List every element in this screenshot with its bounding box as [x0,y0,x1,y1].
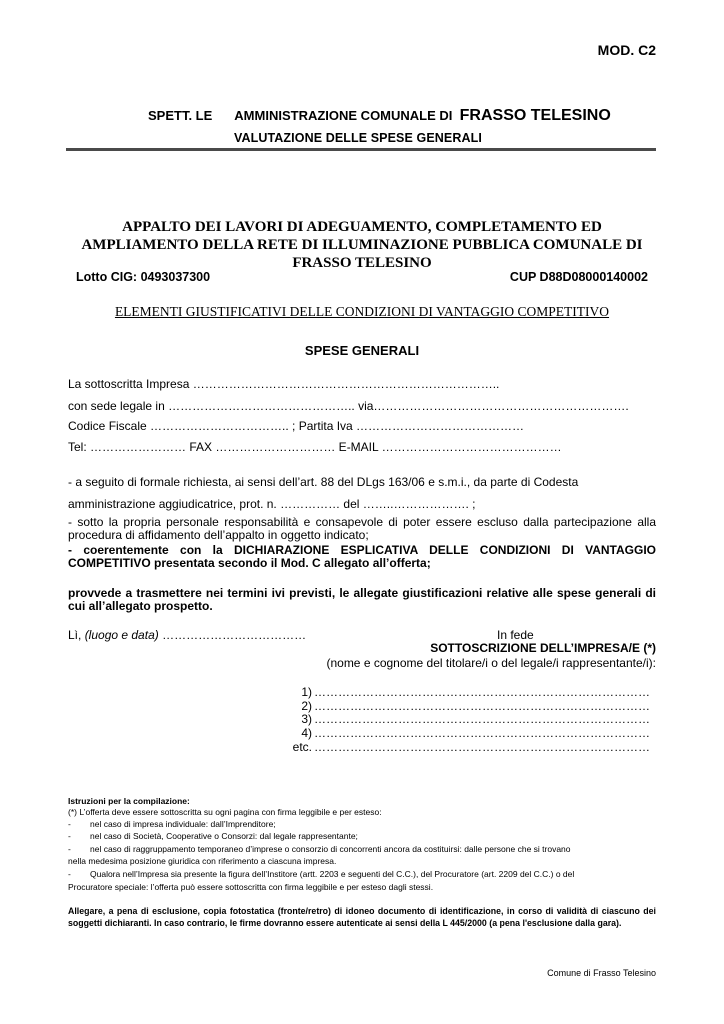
li-label: Lì, [68,628,82,642]
signature-line-1[interactable] [290,685,656,699]
signature-line-4[interactable] [290,726,656,740]
contract-title-line-1: APPALTO DEI LAVORI DI ADEGUAMENTO, COMPLETAMENTO ED [122,219,602,235]
signature-dots: ………………………………………………………………………… [314,699,650,713]
bullet: - [68,831,71,841]
instructions-item-3-cont: nella medesima posizione giuridica con riferimento a ciascuna impresa. [68,856,337,866]
bullet: - [68,869,71,879]
instructions-item-4 [68,868,658,880]
cup-code: CUP D88D08000140002 [509,270,648,284]
signature-number: 3) [301,712,312,726]
place-date-field[interactable] [68,628,306,642]
instructions-intro: (*) L’offerta deve essere sottoscritta su ogni pagina con firma leggibile e per esteso: [68,807,382,817]
signature-dots: ………………………………………………………………………… [314,685,650,699]
signature-dots: ………………………………………………………………………… [314,740,650,754]
signature-line-3[interactable] [290,712,656,726]
page-footer: Comune di Frasso Telesino [547,968,656,978]
signature-dots: ………………………………………………………………………… [314,712,650,726]
instructions-title: Istruzioni per la compilazione: [68,796,190,806]
section-heading: ELEMENTI GIUSTIFICATIVI DELLE CONDIZIONI DI VANTAGGIO COMPETITIVO [114,304,610,319]
spett-label: SPETT. LE [148,108,213,123]
instructions-text: nel caso di Società, Cooperative o Consorzi: dal legale rappresentante; [90,831,358,841]
signature-number: 4) [301,726,312,740]
bullet: - [68,844,71,854]
paragraph-responsibility: - sotto la propria personale responsabilità e consapevole di poter essere escluso dalla partecipazione alla procedura di affidamento dell’appalto in oggetto indicato; [68,515,656,542]
paragraph-request-1: - a seguito di formale richiesta, ai sensi dell’art. 88 del DLgs 163/06 e s.m.i., da parte di Codesta [68,475,579,489]
signature-line-etc[interactable] [290,740,656,754]
instructions-item-4-cont: Procuratore speciale: l’offerta può essere sottoscritta con firma leggibile e per esteso dagli stessi. [68,882,434,892]
codice-fiscale-field[interactable]: Codice Fiscale …………………………….. ; Partita Iva …………………………………… [68,419,525,433]
signature-number: etc. [292,740,312,754]
signature-number: 1) [301,685,312,699]
document-subtitle: VALUTAZIONE DELLE SPESE GENERALI [234,131,482,145]
bullet: - [68,819,71,829]
instructions-item-1 [68,818,658,830]
town-name: FRASSO TELESINO [459,107,611,124]
place-date-dots: ……………………………… [162,628,307,642]
recipient-line [148,107,611,125]
instructions-text: nel caso di impresa individuale: dall’Imprenditore; [90,819,276,829]
contract-title-line-2: AMPLIAMENTO DELLA RETE DI ILLUMINAZIONE PUBBLICA COMUNALE DI [81,237,643,253]
administration-label: AMMINISTRAZIONE COMUNALE DI [234,108,453,123]
signature-dots: ………………………………………………………………………… [314,726,650,740]
instructions-text: Qualora nell’Impresa sia presente la figura dell’Institore (artt. 2203 e seguenti del C.C.), del Procuratore (art. 2209 del C.C.) o del [90,869,575,879]
paragraph-request-2[interactable]: amministrazione aggiudicatrice, prot. n. …………… del ……..………………. ; [68,497,476,511]
contract-title [66,218,658,272]
signature-line-2[interactable] [290,699,656,713]
paragraph-provides: provvede a trasmettere nei termini ivi previsti, le allegate giustificazioni relative alle spese generali di cui all’allegato prospetto. [68,586,656,613]
signature-heading: SOTTOSCRIZIONE DELL’IMPRESA/E (*) [430,641,656,655]
module-code: MOD. C2 [597,42,656,58]
luogo-label: (luogo e data) [84,628,159,642]
header-divider [66,148,656,151]
paragraph-declaration: - coerentemente con la DICHIARAZIONE ESPLICATIVA DELLE CONDIZIONI DI VANTAGGIO COMPETITIVO presentata secondo il Mod. C allegato all’offerta; [68,543,656,570]
signature-number: 2) [301,699,312,713]
impresa-field[interactable]: La sottoscritta Impresa ………………………………………………………………….. [68,377,500,391]
in-fede: In fede [497,628,534,642]
contract-title-line-3: FRASSO TELESINO [292,255,432,271]
lotto-cig: Lotto CIG: 0493037300 [76,270,211,284]
instructions-text: nel caso di raggruppamento temporaneo d’imprese o consorzio di concorrenti ancora da costituirsi: dalle persone che si trovano [90,844,571,854]
instructions-item-2 [68,830,658,842]
attachment-note: Allegare, a pena di esclusione, copia fotostatica (fronte/retro) di idoneo documento di identificazione, in corso di validità di ciascuno dei soggetti dichiaranti. In caso contrario, le firme dovranno essere autenticate ai sensi della L 445/2000 (a pena l'esclusione dalla gara). [68,906,656,928]
instructions-item-3 [68,843,658,855]
signature-note: (nome e cognome del titolare/i o del legale/i rappresentante/i): [326,656,656,670]
section-title: SPESE GENERALI [304,343,420,358]
sede-field[interactable]: con sede legale in ……………………………………….. via………………………………………………………. [68,399,629,413]
contact-fields[interactable]: Tel: …………………… FAX ………………………… E-MAIL ……………………………………… [68,440,562,454]
